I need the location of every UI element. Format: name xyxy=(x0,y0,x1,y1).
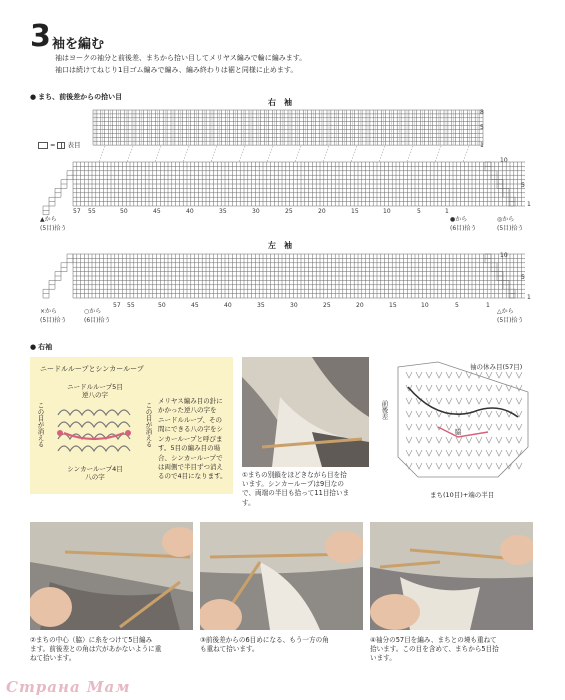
ls-label-5: 5 xyxy=(521,274,525,281)
loop-explanation-box xyxy=(30,357,233,494)
ls-label-10: 10 xyxy=(500,252,508,259)
photo-step-1 xyxy=(242,357,369,467)
photo-step-3 xyxy=(200,522,363,630)
left-sleeve-chart xyxy=(35,250,525,305)
loop-illustration xyxy=(50,405,140,461)
section-label-picking: ● まち、前後差からの拾い目 xyxy=(30,93,122,102)
left-sleeve-title: 左 袖 xyxy=(268,241,292,250)
section-label-right-sleeve: ● 右袖 xyxy=(30,343,52,352)
step-line-2: 袖口は続けてねじり1目ゴム編みで編み、編み終わりは裾と同様に止めます。 xyxy=(55,66,298,74)
rs-label-5: 5 xyxy=(480,124,484,131)
legend-text: 表目 xyxy=(67,141,81,149)
diagram-side-label: 前後差 xyxy=(380,400,389,420)
diagram-top-label: 袖の休み目(57目) xyxy=(470,363,523,371)
rs-label-1b: 1 xyxy=(527,201,531,208)
photo-1-image xyxy=(242,357,369,467)
rs-label-8: 8 xyxy=(480,109,484,116)
ls-note-tri: △から (5目)拾う xyxy=(497,308,524,324)
ls-ticks: 57 55 50 45 40 35 30 25 20 15 10 5 1 xyxy=(113,302,490,309)
rs-note-right: ◎から (5目)拾う xyxy=(497,216,524,232)
rs-label-10: 10 xyxy=(500,157,508,164)
diagram-bottom-label: まち(10目)+端の半目 xyxy=(430,491,495,499)
right-sleeve-title: 右 袖 xyxy=(268,98,292,107)
ls-note-x: ×から (5目)拾う xyxy=(40,308,67,324)
caption-4: ④袖分の57目を編み、まちとの境も重ねて 拾います。この目を含めて、まちから5目拾 います。 xyxy=(370,636,499,663)
box-title: ニードルループとシンカーループ xyxy=(40,365,144,373)
rs-label-5b: 5 xyxy=(521,182,525,189)
box-bottom-label: シンカーループ4目 八の字 xyxy=(67,465,123,482)
photo-step-2 xyxy=(30,522,193,630)
rs-note-mid: ●から (6目)拾う xyxy=(450,216,477,232)
rs-ticks: 57 55 50 45 40 35 30 25 20 15 10 5 1 xyxy=(73,208,449,215)
rs-label-1a: 1 xyxy=(480,142,484,149)
ls-label-1: 1 xyxy=(527,294,531,301)
photo-step-4 xyxy=(370,522,533,630)
step-line-1: 袖はヨークの袖分と前後差、まちから拾い目してメリヤス編みで輪に編みます。 xyxy=(55,54,307,62)
box-side-right: この目が消える xyxy=(144,402,153,448)
diagram-mid-label: 脇 xyxy=(455,428,462,436)
step-number: 3 xyxy=(30,19,51,54)
right-sleeve-chart xyxy=(35,106,525,216)
legend: = 表目 xyxy=(38,141,80,149)
box-side-left: この目が消える xyxy=(36,402,45,448)
ls-note-o: ○から (6目)拾う xyxy=(84,308,111,324)
watermark-logo: Страна Мам xyxy=(6,678,131,696)
caption-1: ①まちの別鎖をほどきながら目を拾 います。シンカーループは9目なの で、両端の半目も拾って11目拾いま す。 xyxy=(242,471,350,507)
box-top-label: ニードルループ5目 逆八の字 xyxy=(67,383,123,400)
caption-2: ②まちの中心（脇）に糸をつけて5目編み ます。前後差との角は穴があかないように重 ねて拾います。 xyxy=(30,636,162,663)
caption-3: ③前後差からの6目めになる、もう一方の角 も重ねて拾います。 xyxy=(200,636,329,654)
photo-4-image xyxy=(370,522,533,630)
box-description: メリヤス編み目の針に かかった逆八の字を ニードルループ、その 間にできる八の字をシ ンカーループと呼びま す。5目の編み目の場 合、シンカーループで は両側で半目ずつ消え るので4目になります。 xyxy=(158,397,227,481)
photo-2-image xyxy=(30,522,193,630)
right-sleeve-grid xyxy=(43,110,525,215)
left-sleeve-grid xyxy=(43,254,525,298)
step-title: 袖を編む xyxy=(52,37,105,52)
rs-note-left: ▲から (5目)拾う xyxy=(40,216,67,232)
photo-3-image xyxy=(200,522,363,630)
